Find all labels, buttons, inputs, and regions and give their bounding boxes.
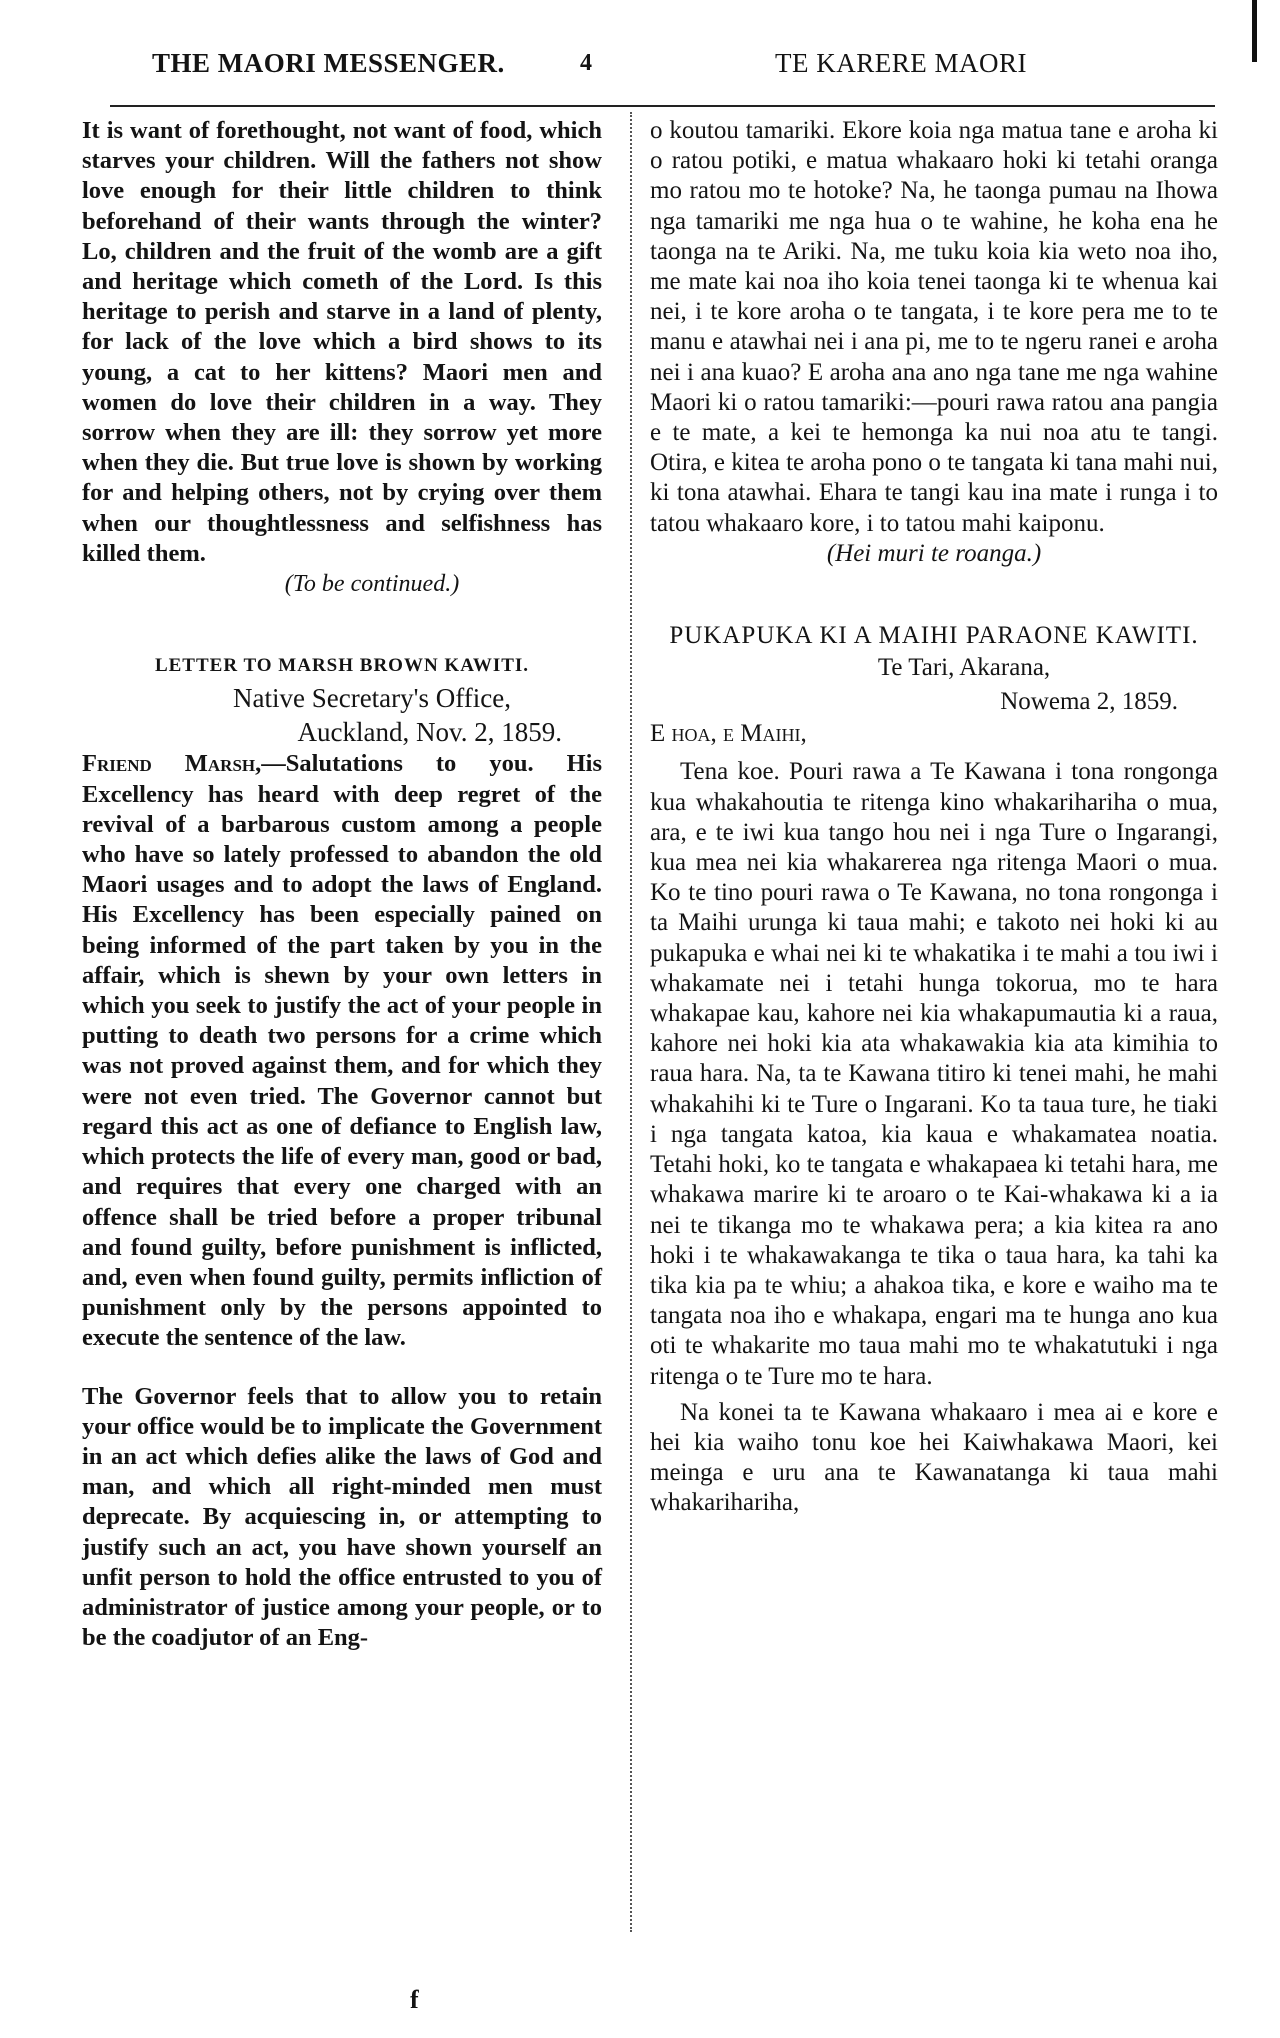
continued-note-mi: (Hei muri te roanga.) [826, 539, 1042, 567]
letter-title-en: LETTER TO MARSH BROWN KAWITI. [154, 655, 530, 677]
column-divider [630, 112, 632, 1932]
masthead-maori: TE KARERE MAORI [775, 48, 1027, 78]
maori-column [650, 116, 1218, 1519]
continued-note-en: (To be continued.) [284, 571, 460, 598]
page-number: 4 [580, 50, 593, 76]
address-line1-mi: Te Tari, Akarana, [877, 654, 1051, 682]
address-line1-en: Native Secretary's Office, [233, 683, 511, 714]
intro-paragraph-en: It is want of forethought, not want of food, which starves your children. Will the fathers not show love enough for their little children to think beforehand of their wants through the winter? Lo, children and the fruit of the womb are a gift and heritage which cometh of the Lord. Is this heritage to perish and starve in a land of plenty, for lack of the love which a bird shows to its young, a cat to her kittens? Maori men and women do love their children in a way. They sorrow when they are ill: they sorrow yet more when they die. But true love is shown by working for and helping others, not by crying over them when our thoughtlessness and selfishness has killed them. [82, 117, 602, 567]
address-line2-mi: Nowema 2, 1859. [1000, 688, 1178, 716]
salutation-en: Friend Marsh, [82, 750, 262, 778]
signature-mark: f [410, 1985, 419, 2014]
letter-paragraph2-en: The Governor feels that to allow you to retain your office would be to implicate the Government in an act which defies alike the laws of God and man, and which all right-minded men must deprecate. By acquiescing in, or attempting to justify such an act, you have shown yourself an unfit person to hold the office entrusted to you of administrator of justice among your people, or to be the coadjutor of an Eng- [82, 1382, 602, 1652]
english-column [82, 116, 602, 1653]
letter-paragraph1-mi: Tena koe. Pouri rawa a Te Kawana i tona rongonga kua whakahoutia te ritenga kino whakarihariha o mua, ara, e te iwi kua tango hou nei i nga Ture o Ingarangi, kua mea nei kia whakarerea nga ritenga Maori o mua. Ko te tino pouri rawa o Te Kawana, no tona rongonga i ta Maihi urunga ki taua mahi; e takoto nei hoki ki au pukapuka e whai nei ki te whakatika i te mahi a tou iwi i whakamate nei i tetahi hunga tokorua, mo te hara whakapae kau, kahore nei kia whakapumautia ki a raua, kahore nei hoki kia ata whakawakia kia ata kimihia to raua hara. Na, ta te Kawana titiro ki tenei mahi, he mahi whakahihi ki te Ture o Ingarani. Ko ta taua ture, he tiaki i nga tangata katoa, kia kaua e whakamatea noatia. Tetahi hoki, ko te tangata e whakapaea ki tetahi hara, me whakawa marire ki te aroaro o te Kai-whakawa ki a ia nei te tikanga mo te whakawa pera; a kia kitea ra ano hoki i te whakawakanga te tika o taua hara, ka tahi ka tika kia pa te whiu; a ahakoa tika, e kore e waiho ma te tangata noa iho e whakapa, engari ma te hunga ano kua oti te whakarite mo taua mahi mo te whakatutuki i nga ritenga o te Ture mo te hara. [650, 758, 1218, 1390]
address-line2-en: Auckland, Nov. 2, 1859. [297, 717, 562, 748]
letter-paragraph2-mi: Na konei ta te Kawana whakaaro i mea ai e kore e hei kia waiho tonu koe hei Kaiwhakawa Maori, kei meinga e uru ana te Kawanatanga ki taua mahi whakarihariha, [650, 1398, 1218, 1517]
letter-paragraph1-en [82, 749, 602, 1353]
header-rule [110, 105, 1215, 107]
letter-paragraph1-body-en: —Salutations to you. His Excellency has heard with deep regret of the revival of a barbarous custom among a people who have so lately professed to abandon the old Maori usages and to adopt the laws of England. His Excellency has been especially pained on being informed of the part taken by you in the affair, which is shewn by your own letters in which you seek to justify the act of your people in putting to death two persons for a crime which was not proved against them, and for which they were not even tried. The Governor cannot but regard this act as one of defiance to English law, which protects the life of every man, good or bad, and requires that every one charged with an offence shall be tried before a proper tribunal and found guilty, before punishment is inflicted, and, even when found guilty, permits infliction of punishment only by the persons appointed to execute the sentence of the law. [82, 750, 602, 1352]
intro-paragraph-mi: o koutou tamariki. Ekore koia nga matua tane e aroha ki o ratou potiki, e matua whakaaro hoki ki tetahi oranga mo ratou mo te hotoke? Na, he taonga pumau na Ihowa nga tamariki me nga hua o te wahine, he koha ena he taonga na te Ariki. Na, me tuku koia kia weto noa iho, me mate kai noa iho koia tenei taonga ki te whenua kai nei, i te kore aroha o te tangata, i te kore pera me to te manu e atawhai nei i ana pi, me to te ngeru ranei e aroha nei i ana kuao? E aroha ana ano nga tane me nga wahine Maori ki o ratou tamariki:—pouri rawa ratou ana pangia e te mate, a kei te hemonga ka nui noa atu te tangi. Otira, e kitea te aroha pono o te tangata ki tana mahi nui, ki tona atawhai. Ehara te tangi kau ina mate i runga i to tatou whakaaro kore, i to tatou mahi kaiponu. [650, 117, 1218, 537]
letter-title-mi: PUKAPUKA KI A MAIHI PARAONE KAWITI. [669, 622, 1199, 650]
salutation-mi: E hoa, e Maihi, [650, 720, 807, 748]
masthead-english: THE MAORI MESSENGER. [152, 48, 505, 78]
edge-bar [1252, 0, 1257, 62]
